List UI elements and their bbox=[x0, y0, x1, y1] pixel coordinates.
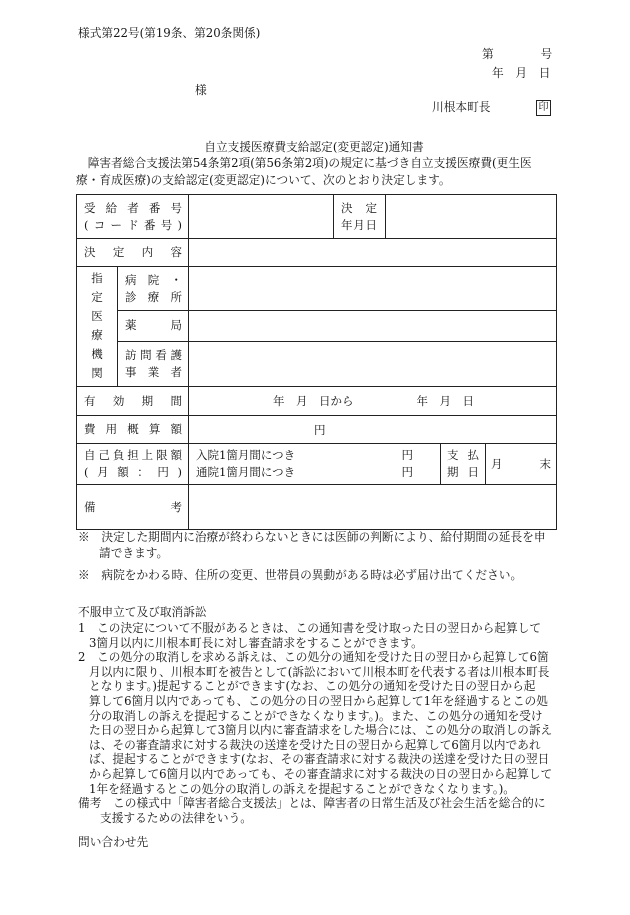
objection-section bbox=[78, 621, 552, 825]
outpatient-label: 通院1箇月間につき bbox=[196, 465, 296, 479]
inpatient-unit: 円 bbox=[401, 448, 413, 462]
pharmacy-label-cell bbox=[118, 311, 189, 341]
label-char: 定 bbox=[91, 290, 103, 305]
intro-line: 障害者総合支援法第54条第2項(第56条第2項)の規定に基づき自立支援医療費(更生医 bbox=[76, 156, 532, 170]
addressee-suffix: 様 bbox=[195, 83, 207, 97]
valid-period-to: 年 月 日 bbox=[416, 394, 474, 408]
recipient-number-label-cell bbox=[77, 195, 189, 239]
label-char: ： bbox=[137, 465, 149, 479]
label-char: ) bbox=[177, 465, 182, 479]
decision-content-label-cell bbox=[77, 239, 189, 267]
label-char: 番 bbox=[144, 217, 156, 232]
label-char: 額 bbox=[117, 465, 129, 479]
label-char: 決 bbox=[341, 200, 353, 215]
label-char: 護 bbox=[170, 347, 182, 362]
label-char: 問 bbox=[140, 347, 152, 362]
label-char: 日 bbox=[365, 217, 377, 232]
label-char: 番 bbox=[148, 200, 161, 215]
label-char: 訪 bbox=[125, 347, 137, 362]
home-nursing-label-cell bbox=[118, 341, 189, 386]
objection-line: 1年を経過するとこの処分の取消しの訴えを提起することができなくなります。)。 bbox=[89, 781, 515, 796]
label-char: 間 bbox=[170, 393, 182, 408]
label-char: 上 bbox=[141, 448, 154, 462]
objection-line: 月以内に限り、川根本町を被告として(訴訟において川根本町を代表する者は川根本町長 bbox=[89, 664, 550, 679]
row-recipient-number bbox=[77, 195, 557, 239]
label-char: 有 bbox=[84, 393, 96, 408]
copay-limit-value bbox=[189, 444, 441, 485]
label-char: 関 bbox=[91, 366, 103, 381]
inpatient-row bbox=[196, 447, 413, 464]
row-home-nursing bbox=[77, 341, 557, 386]
row-remarks bbox=[77, 485, 557, 530]
row-decision-content bbox=[77, 239, 557, 267]
notes-section bbox=[78, 529, 546, 583]
label-char: 月 bbox=[97, 465, 109, 479]
remarks-label-cell bbox=[77, 485, 189, 530]
objection-line: 分の取消しの訴えを提起することができなくなります。)。また、この処分の通知を受け bbox=[89, 708, 543, 723]
objection-line: 算して6箇月以内であっても、この処分の日の翌日から起算して1年を経過するとこの処 bbox=[89, 693, 548, 708]
home-nursing-label-line bbox=[125, 347, 182, 364]
label-char: 号 bbox=[170, 200, 182, 215]
copay-limit-label-cell bbox=[77, 444, 189, 485]
label-char: 決 bbox=[84, 245, 96, 259]
note-item bbox=[78, 529, 546, 561]
certification-table bbox=[76, 194, 557, 530]
label-char: 療 bbox=[147, 289, 160, 304]
objection-item-1 bbox=[78, 621, 552, 650]
objection-item-2 bbox=[78, 650, 552, 796]
remarks-note-line: 支援するための法律をいう。 bbox=[100, 810, 252, 825]
label-char: ド bbox=[127, 217, 139, 232]
remarks-note-line: 備考 この様式中「障害者総合支援法」とは、障害者の日常生活及び社会生活を総合的に bbox=[78, 796, 546, 811]
label-char: 日 bbox=[467, 465, 479, 479]
label-char: 円 bbox=[157, 465, 169, 479]
note-line: ※ 病院をかわる時、住所の変更、世帯員の異動がある時は必ず届け出てください。 bbox=[78, 568, 523, 582]
valid-period-value bbox=[189, 387, 557, 416]
objection-line: は、その審査請求に対する裁決の送達を受けた日の翌日から起算して6箇月以内であれ bbox=[89, 737, 541, 752]
code-number-label bbox=[84, 217, 182, 234]
label-char: 月 bbox=[353, 217, 365, 232]
label-char: 者 bbox=[127, 200, 139, 215]
label-char: 効 bbox=[112, 393, 125, 408]
issue-date: 年 月 日 bbox=[492, 66, 551, 80]
label-char: 局 bbox=[170, 318, 182, 333]
decision-date-sublabel bbox=[341, 217, 377, 234]
label-char: 用 bbox=[105, 422, 118, 436]
document-number: 第 号 bbox=[482, 47, 553, 61]
remarks-value bbox=[189, 485, 557, 530]
outpatient-unit: 円 bbox=[401, 465, 413, 479]
remarks-label bbox=[84, 499, 182, 516]
outpatient-row bbox=[196, 464, 413, 481]
row-pharmacy bbox=[77, 311, 557, 341]
label-char: 院 bbox=[147, 272, 160, 287]
label-char: ( bbox=[84, 217, 89, 232]
document-title: 自立支援医療費支給認定(変更認定)通知書 bbox=[204, 140, 424, 154]
label-char: 診 bbox=[125, 289, 137, 304]
label-char: 備 bbox=[84, 499, 96, 514]
label-char: ) bbox=[177, 217, 182, 232]
decision-date-label-cell bbox=[334, 195, 386, 239]
label-char: 号 bbox=[160, 217, 173, 232]
payment-date-value-cell bbox=[486, 444, 557, 485]
decision-date-value bbox=[386, 195, 557, 239]
estimated-cost-value bbox=[189, 416, 557, 444]
label-char: 容 bbox=[170, 245, 182, 259]
label-char: 払 bbox=[467, 448, 479, 462]
label-char: 期 bbox=[141, 393, 154, 408]
label-char: 概 bbox=[127, 422, 139, 436]
decision-content-value bbox=[189, 239, 557, 267]
pharmacy-value bbox=[189, 311, 557, 341]
clinic-label-line bbox=[125, 289, 182, 306]
home-nursing-value bbox=[189, 341, 557, 386]
label-char: 者 bbox=[170, 364, 182, 379]
label-char: 機 bbox=[91, 347, 103, 362]
label-char: 医 bbox=[91, 309, 103, 324]
label-char: 額 bbox=[170, 422, 182, 436]
label-char: 期 bbox=[447, 465, 459, 479]
estimated-cost-label-cell bbox=[77, 416, 189, 444]
row-hospital bbox=[77, 267, 557, 311]
hospital-value bbox=[189, 267, 557, 311]
payment-date-label-cell bbox=[441, 444, 486, 485]
label-char: 受 bbox=[84, 200, 96, 215]
designated-institution-label bbox=[77, 273, 117, 380]
label-char: 所 bbox=[170, 289, 182, 304]
label-char: 看 bbox=[155, 347, 167, 362]
copay-limit-sublabel bbox=[84, 464, 182, 481]
note-line: ※ 決定した期間内に治療が終わらないときには医師の判断により、給付期間の延長を申 bbox=[78, 530, 546, 544]
label-char: 薬 bbox=[125, 318, 137, 333]
objection-line: 3箇月以内に川根本町長に対し審査請求をすることができます。 bbox=[89, 635, 423, 650]
label-char: 療 bbox=[91, 328, 103, 343]
label-char: コ bbox=[93, 217, 106, 232]
label-char: ー bbox=[110, 217, 122, 232]
intro-paragraph bbox=[76, 155, 532, 189]
provider-label-line bbox=[125, 364, 182, 381]
label-char: 年 bbox=[341, 217, 353, 232]
payment-date-sublabel bbox=[447, 464, 479, 481]
contact-label: 問い合わせ先 bbox=[78, 835, 149, 849]
objection-heading: 不服申立て及び取消訴訟 bbox=[78, 605, 207, 619]
issuer-name: 川根本町長 bbox=[432, 100, 491, 114]
label-char: 額 bbox=[170, 448, 182, 462]
label-char: 病 bbox=[125, 272, 137, 287]
label-char: 自 bbox=[84, 448, 96, 462]
row-copay-limit bbox=[77, 444, 557, 485]
note-item bbox=[78, 567, 546, 583]
label-char: ・ bbox=[170, 272, 182, 287]
row-valid-period bbox=[77, 387, 557, 416]
inpatient-label: 入院1箇月間につき bbox=[196, 448, 296, 462]
payment-date-value bbox=[491, 456, 551, 473]
label-char: ( bbox=[84, 465, 89, 479]
payment-date-label bbox=[447, 447, 479, 464]
label-char: 給 bbox=[105, 200, 118, 215]
label-char: 費 bbox=[84, 422, 96, 436]
valid-period-label-cell bbox=[77, 387, 189, 416]
label-char: 内 bbox=[141, 245, 154, 259]
valid-period-range bbox=[189, 393, 556, 409]
label-char: 月 bbox=[491, 456, 503, 471]
recipient-number-label bbox=[84, 200, 182, 217]
pharmacy-label bbox=[125, 317, 182, 334]
objection-line: た日の翌日から起算して3箇月以内に審査請求をした場合には、この処分の取消しの訴え bbox=[89, 723, 553, 738]
decision-content-label bbox=[84, 244, 182, 261]
label-char: 支 bbox=[447, 448, 459, 462]
label-char: 定 bbox=[365, 200, 377, 215]
label-char: 指 bbox=[91, 271, 103, 285]
objection-line: 1 この決定について不服があるときは、この通知書を受け取った日の翌日から起算して bbox=[78, 621, 542, 635]
objection-line: となります。)提起することができます(なお、この処分の通知を受けた日の翌日から起 bbox=[89, 679, 536, 694]
note-line: 請できます。 bbox=[99, 546, 169, 560]
form-number: 様式第22号(第19条、第20条関係) bbox=[78, 26, 261, 40]
objection-line: 2 この処分の取消しを求める訴えは、この処分の通知を受けた日の翌日から起算して6箇 bbox=[78, 650, 549, 665]
objection-line: ば、提起することができます(なお、その審査請求に対する裁決の送達を受けた日の翌日 bbox=[89, 752, 550, 767]
remarks-note bbox=[78, 796, 552, 825]
objection-line: から起算して6箇月以内であっても、その審査請求に対する裁決の日の翌日から起算して bbox=[89, 766, 553, 781]
label-char: 末 bbox=[539, 456, 552, 471]
estimated-cost-unit: 円 bbox=[314, 422, 326, 437]
copay-limit-label bbox=[84, 447, 182, 464]
label-char: 業 bbox=[147, 364, 160, 379]
label-char: 事 bbox=[125, 364, 137, 379]
label-char: 考 bbox=[170, 499, 182, 514]
label-char: 担 bbox=[127, 448, 139, 462]
estimated-cost-label bbox=[84, 421, 182, 438]
label-char: 己 bbox=[98, 448, 110, 462]
label-char: 限 bbox=[156, 448, 168, 462]
hospital-label-line bbox=[125, 272, 182, 289]
recipient-number-value bbox=[189, 195, 334, 239]
row-estimated-cost bbox=[77, 416, 557, 444]
label-char: 算 bbox=[148, 422, 161, 436]
intro-line: 療・育成医療)の支給認定(変更認定)について、次のとおり決定します。 bbox=[76, 173, 451, 187]
valid-period-from: 年 月 日から bbox=[273, 394, 354, 408]
hospital-label-cell bbox=[118, 267, 189, 311]
label-char: 負 bbox=[112, 448, 125, 462]
decision-date-label bbox=[341, 200, 377, 217]
valid-period-label bbox=[84, 393, 182, 410]
seal-stamp-box: 印 bbox=[536, 100, 551, 116]
label-char: 定 bbox=[112, 245, 125, 259]
designated-institution-label-cell bbox=[77, 267, 118, 387]
